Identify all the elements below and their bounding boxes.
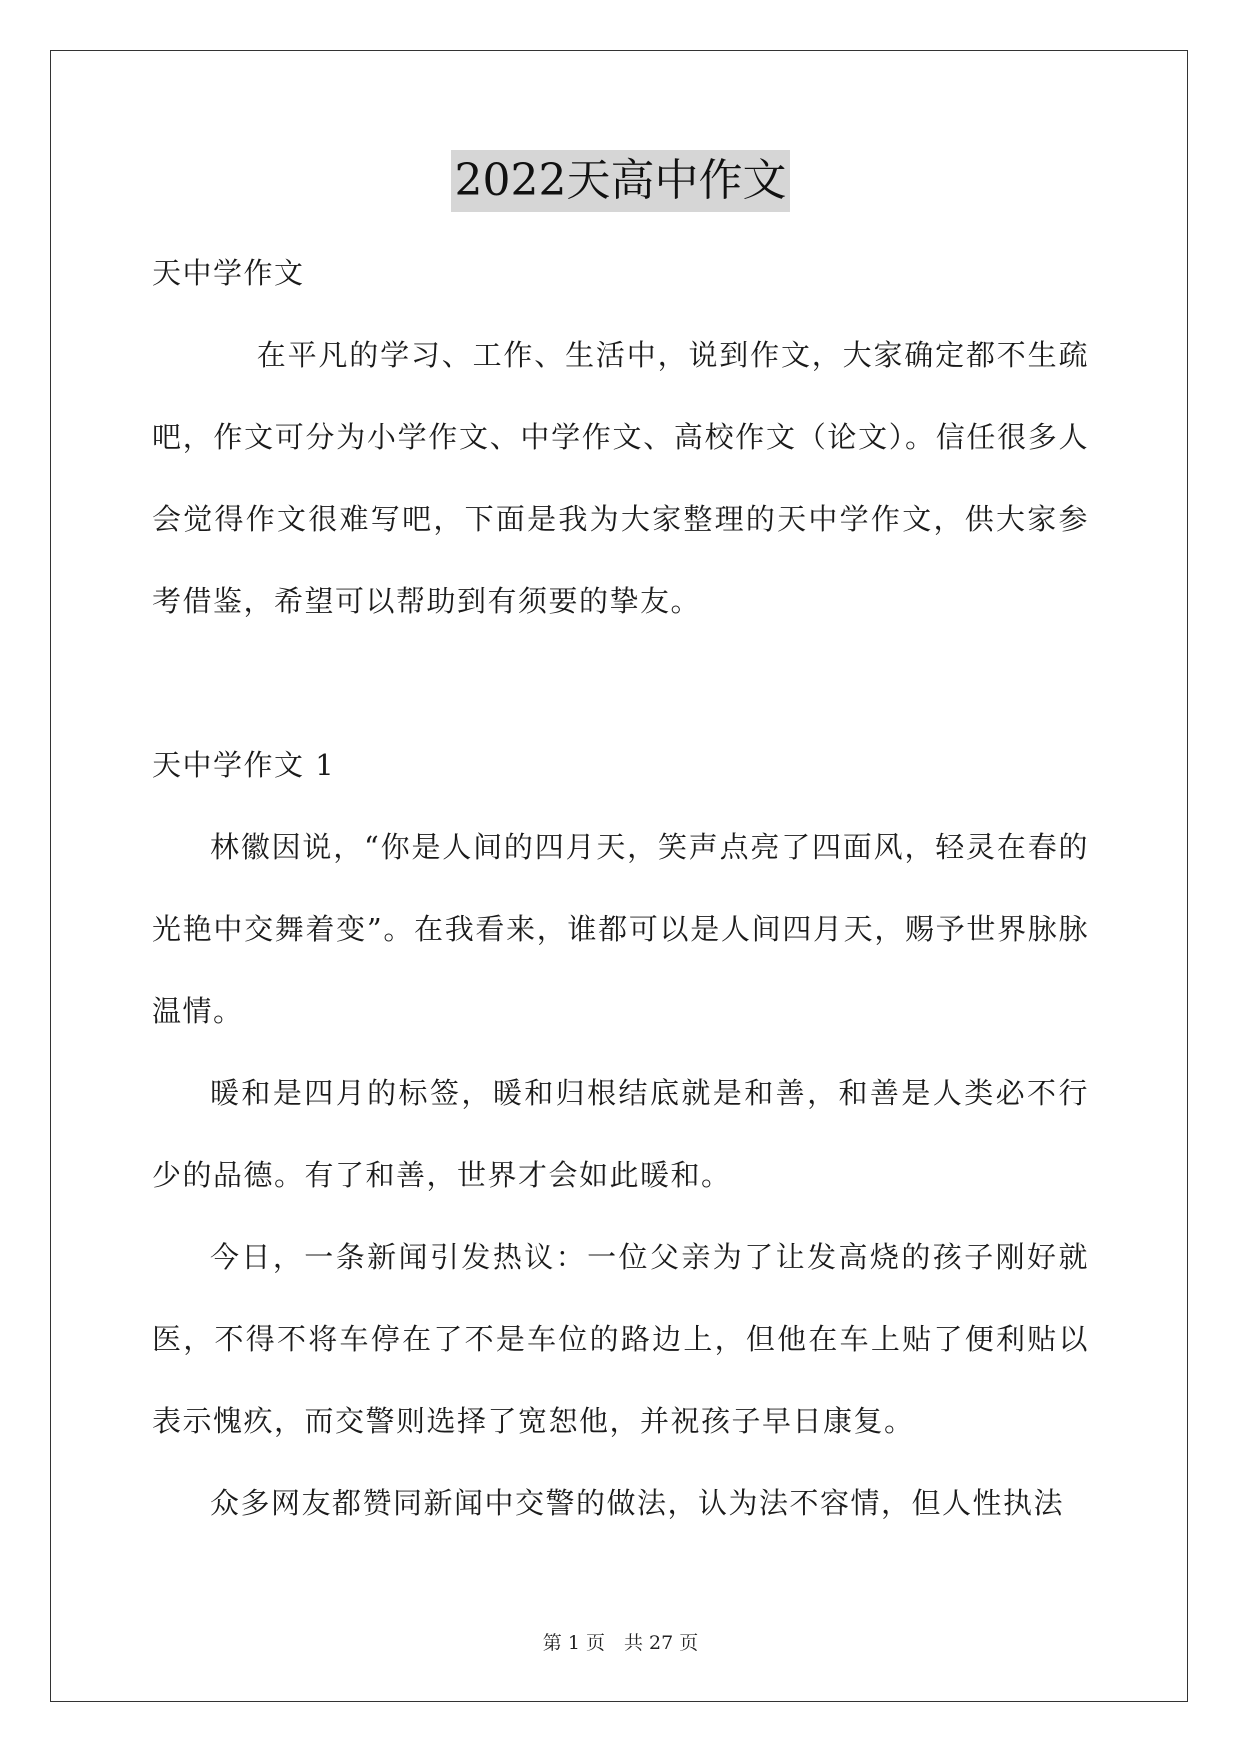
page-number: 第 1 页 共 27 页	[542, 1632, 699, 1654]
document-body	[152, 232, 1089, 1544]
title-container	[0, 150, 1241, 212]
intro-paragraph-text: 在平凡的学习、工作、生活中，说到作文，大家确定都不生疏吧，作文可分为小学作文、中学作文、高校作文（论文）。信任很多人会觉得作文很难写吧，下面是我为大家整理的天中学作文，供大家参考借鉴，希望可以帮助到有须要的挚友。	[152, 338, 1089, 618]
intro-paragraph	[152, 314, 1089, 642]
body-paragraph: 今日，一条新闻引发热议：一位父亲为了让发高烧的孩子刚好就医，不得不将车停在了不是车位的路边上，但他在车上贴了便利贴以表示愧疚，而交警则选择了宽恕他，并祝孩子早日康复。	[152, 1240, 1089, 1438]
intro-heading: 天中学作文	[152, 256, 305, 290]
body-paragraph: 暖和是四月的标签，暖和归根结底就是和善，和善是人类必不行少的品德。有了和善，世界才会如此暖和。	[152, 1076, 1089, 1192]
section-heading: 天中学作文 1	[152, 748, 336, 782]
body-paragraph: 众多网友都赞同新闻中交警的做法，认为法不容情，但人性执法	[210, 1486, 1065, 1520]
section-gap	[152, 642, 1089, 724]
document-title: 2022天高中作文	[451, 150, 791, 212]
body-paragraph: 林徽因说，“你是人间的四月天，笑声点亮了四面风，轻灵在春的光艳中交舞着变”。在我看来，谁都可以是人间四月天，赐予世界脉脉温情。	[152, 830, 1089, 1028]
